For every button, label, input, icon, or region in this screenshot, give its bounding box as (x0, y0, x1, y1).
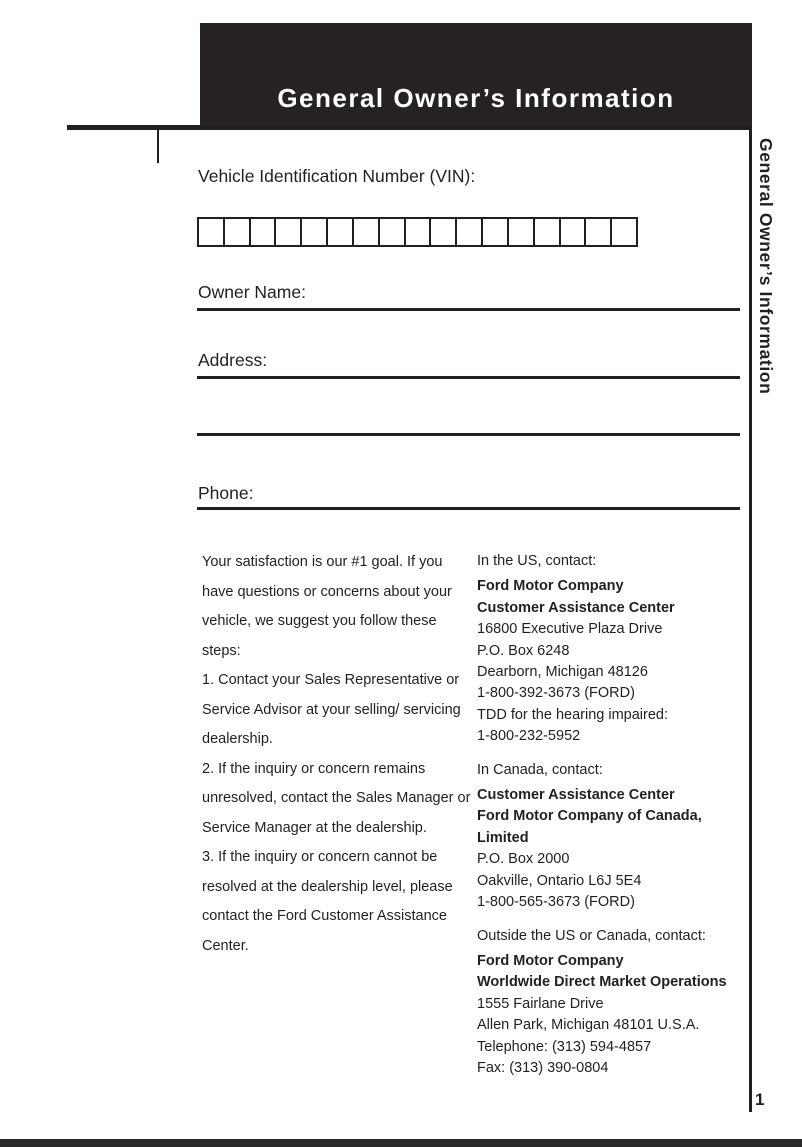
steps-text-line: steps: (202, 642, 241, 659)
vin-box (481, 217, 509, 247)
steps-text-line: 2. If the inquiry or concern remains (202, 760, 426, 777)
chapter-header-banner (200, 23, 752, 127)
contact-line: Telephone: (313) 594-4857 (477, 1038, 652, 1055)
contact-line: 1-800-565-3673 (FORD) (477, 894, 635, 911)
contact-block-canada (477, 760, 752, 914)
contact-information-column (477, 551, 752, 1091)
contact-line: TDD for the hearing impaired: (477, 706, 668, 723)
contact-line: P.O. Box 2000 (477, 851, 570, 868)
vin-box (507, 217, 535, 247)
steps-text-line: have questions or concerns about your (202, 583, 452, 600)
vin-box (533, 217, 561, 247)
contact-line: 1-800-392-3673 (FORD) (477, 685, 635, 702)
steps-text-line: dealership. (202, 731, 273, 747)
steps-text-line: Center. (202, 937, 249, 954)
steps-text-line: 1. Contact your Sales Representative or (202, 672, 460, 688)
steps-text-line: vehicle, we suggest you follow these (202, 613, 437, 629)
address-fill-line-2 (197, 433, 740, 436)
address-field-label: Address: (198, 350, 268, 370)
contact-line: 1-800-232-5952 (477, 728, 581, 745)
contact-line: Ford Motor Company (477, 952, 624, 969)
page-title: General Owner’s Information (277, 83, 675, 113)
steps-text-line: Service Advisor at your selling/ servicing (202, 701, 461, 718)
contact-intro-canada: In Canada, contact: (477, 761, 603, 778)
vin-box (326, 217, 354, 247)
header-horizontal-rule (67, 125, 752, 130)
vin-field-label: Vehicle Identification Number (VIN): (198, 166, 476, 186)
contact-line: P.O. Box 6248 (477, 642, 570, 659)
page-bottom-bar (0, 1139, 802, 1147)
contact-line: Ford Motor Company of Canada, (477, 808, 702, 825)
contact-line: Allen Park, Michigan 48101 U.S.A. (477, 1017, 700, 1034)
phone-field-label: Phone: (198, 483, 254, 503)
vin-box (559, 217, 587, 247)
steps-text-line: 3. If the inquiry or concern cannot be (202, 849, 438, 865)
vin-box (584, 217, 612, 247)
owner-name-field-label: Owner Name: (198, 282, 306, 302)
contact-intro-international: Outside the US or Canada, contact: (477, 927, 706, 944)
vin-box (300, 217, 328, 247)
contact-lines-us (477, 576, 752, 747)
contact-line: Dearborn, Michigan 48126 (477, 664, 648, 681)
address-fill-line-1 (197, 376, 740, 379)
steps-text-line: unresolved, contact the Sales Manager or (202, 790, 471, 806)
contact-line: Worldwide Direct Market Operations (477, 974, 727, 991)
contact-intro-us: In the US, contact: (477, 553, 597, 569)
phone-fill-line (197, 507, 740, 510)
vin-box (352, 217, 380, 247)
contact-line: Customer Assistance Center (477, 599, 675, 616)
steps-text-line: Service Manager at the dealership. (202, 819, 427, 836)
vin-box (223, 217, 251, 247)
owner-name-fill-line (197, 308, 740, 311)
contact-line: Limited (477, 829, 529, 846)
contact-lines-canada (477, 785, 752, 913)
contact-line: Oakville, Ontario L6J 5E4 (477, 872, 642, 889)
contact-line: 1555 Fairlane Drive (477, 995, 604, 1012)
contact-lines-international (477, 951, 752, 1079)
steps-text-line: Your satisfaction is our #1 goal. If you (202, 554, 443, 570)
vin-character-boxes (197, 217, 638, 247)
contact-block-us (477, 551, 752, 748)
steps-text-line: resolved at the dealership level, please (202, 878, 453, 895)
vin-box (249, 217, 277, 247)
header-tick-mark (157, 130, 159, 163)
contact-line: Customer Assistance Center (477, 787, 675, 804)
vin-box (378, 217, 406, 247)
page-number: 1 (755, 1090, 765, 1109)
steps-text-line: contact the Ford Customer Assistance (202, 908, 447, 924)
contact-block-international (477, 926, 752, 1080)
vin-box (197, 217, 225, 247)
chapter-side-tab-label: General Owner’s Information (756, 138, 776, 395)
vin-box (404, 217, 432, 247)
vin-box (274, 217, 302, 247)
vin-box (610, 217, 638, 247)
vin-box (455, 217, 483, 247)
customer-satisfaction-steps (202, 548, 471, 961)
contact-line: Ford Motor Company (477, 578, 624, 595)
contact-line: 16800 Executive Plaza Drive (477, 621, 663, 638)
contact-line: Fax: (313) 390-0804 (477, 1059, 609, 1076)
vin-box (429, 217, 457, 247)
